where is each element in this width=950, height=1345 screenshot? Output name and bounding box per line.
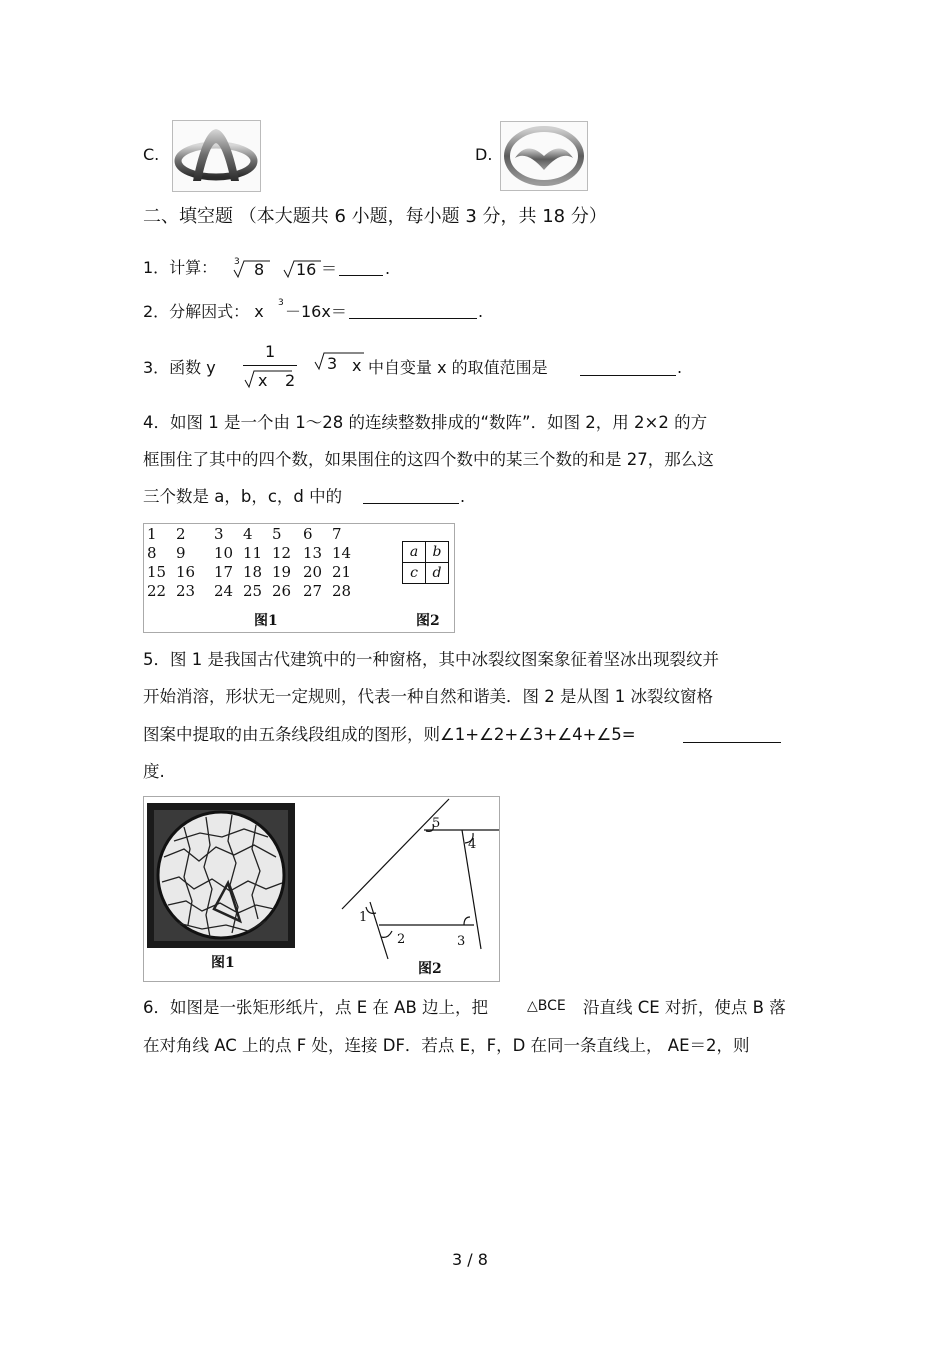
grid-number: 8 [147,544,157,562]
grid-number: 14 [332,544,352,562]
q1-cube-root-sign [232,259,272,279]
q6-triangle: △BCE [527,998,566,1014]
q5-line-2: 开始消溶，形状无一定规则，代表一种自然和谐美．图 2 是从图 1 冰裂纹窗格 [143,687,713,706]
grid-number: 25 [243,582,263,600]
q4-end: . [460,487,466,506]
q3-denominator-x: x [258,371,268,390]
q5-line-3-text: 图案中提取的由五条线段组成的图形，则∠1+∠2+∠3+∠4+∠5= [143,725,636,744]
angle-5-label: 5 [432,816,441,831]
q3-denominator-2: 2 [285,371,296,390]
q2-exponent: 3 [278,298,284,308]
q4-answer-blank[interactable] [363,489,459,504]
q3-fraction-numerator: 1 [265,342,276,361]
question-1 [143,257,443,281]
q4-line-1: 4．如图 1 是一个由 1～28 的连续整数排成的“数阵”．如图 2，用 2×2 的方 [143,413,708,432]
q1-sqrt-value: 16 [296,260,317,279]
grid-number: 16 [176,563,196,581]
cell-c: c [402,562,426,584]
grid-number: 27 [303,582,323,600]
q2-text: 2．分解因式： x [143,302,264,321]
grid-number: 18 [243,563,263,581]
q6-line-2: 在对角线 AC 上的点 F 处，连接 DF．若点 E，F，D 在同一条直线上， AE＝2，则 [143,1036,750,1055]
angle-4-label: 4 [468,837,477,852]
grid-number: 2 [176,525,186,543]
q1-equals: ＝ [321,259,338,278]
grid-number: 21 [332,563,352,581]
q3-sqrt-3: 3 [327,354,338,373]
q1-answer-blank[interactable] [339,261,383,276]
q4-line-3 [143,487,483,511]
option-d-label: D. [475,145,493,164]
mazda-logo-icon [501,122,587,190]
grid-number: 1 [147,525,157,543]
question-2 [143,300,503,324]
q5-answer-blank[interactable] [683,728,781,743]
q5-line-1: 5．图 1 是我国古代建筑中的一种窗格，其中冰裂纹图案象征着坚冰出现裂纹并 [143,650,719,669]
q1-cube-root-index: 3 [234,257,240,267]
q5-fig1-caption: 图1 [211,955,235,971]
grid-number: 28 [332,582,352,600]
cell-b: b [425,541,449,563]
grid-number: 12 [272,544,292,562]
grid-number: 9 [176,544,186,562]
section-title: 二、填空题 （本大题共 6 小题，每小题 3 分，共 18 分） [143,206,607,227]
q2-answer-blank[interactable] [349,304,477,319]
option-c-logo [172,120,261,192]
grid-number: 11 [243,544,263,562]
grid-number: 6 [303,525,313,543]
q5-line-4: 度. [143,762,165,781]
grid-number: 4 [243,525,253,543]
q3-sqrt-x: x [352,356,362,375]
grid-number: 20 [303,563,323,581]
number-grid [144,524,374,604]
q6-line-1 [143,998,823,1022]
grid-number: 19 [272,563,292,581]
cell-d: d [425,562,449,584]
grid-number: 5 [272,525,282,543]
q3-fraction-bar [243,365,297,366]
option-d-logo [500,121,588,191]
q3-answer-blank[interactable] [580,361,676,376]
q4-line-3-text: 三个数是 a，b，c，d 中的 [143,487,343,506]
grid-number: 26 [272,582,292,600]
q6-line-1-a: 6．如图是一张矩形纸片，点 E 在 AB 边上，把 [143,998,489,1017]
option-c-label: C. [143,145,160,164]
grid-number: 24 [214,582,234,600]
q3-end: . [677,358,683,377]
q2-end: . [478,302,484,321]
q5-figure-art [144,797,499,981]
angle-1-label: 1 [359,910,368,925]
q4-fig2-caption: 图2 [416,613,440,629]
q4-line-2: 框围住了其中的四个数，如果围住的这四个数中的某三个数的和是 27，那么这 [143,450,714,469]
q5-fig2-caption: 图2 [418,961,442,977]
angle-3-label: 3 [457,934,466,949]
question-3 [143,340,703,395]
grid-number: 10 [214,544,234,562]
grid-number: 3 [214,525,224,543]
grid-number: 17 [214,563,234,581]
q3-prefix: 3．函数 y [143,358,216,377]
grid-number: 23 [176,582,196,600]
grid-number: 7 [332,525,342,543]
q6-line-1-b: 沿直线 CE 对折，使点 B 落 [583,998,786,1017]
q4-figure [143,523,455,633]
q3-suffix: 中自变量 x 的取值范围是 [368,358,548,377]
page-number: 3 / 8 [452,1250,488,1269]
q1-label: 1．计算： [143,258,218,277]
q5-line-3 [143,725,803,749]
grid-number: 22 [147,582,167,600]
q4-fig1-caption: 图1 [254,613,278,629]
q2-text-after: －16x＝ [285,302,347,321]
changan-logo-icon [173,121,260,191]
grid-number: 15 [147,563,167,581]
q1-cube-root-value: 8 [254,260,265,279]
grid-number: 13 [303,544,323,562]
q5-figure [143,796,500,982]
angle-2-label: 2 [397,932,406,947]
q1-end: . [385,259,391,278]
cell-a: a [402,541,426,563]
